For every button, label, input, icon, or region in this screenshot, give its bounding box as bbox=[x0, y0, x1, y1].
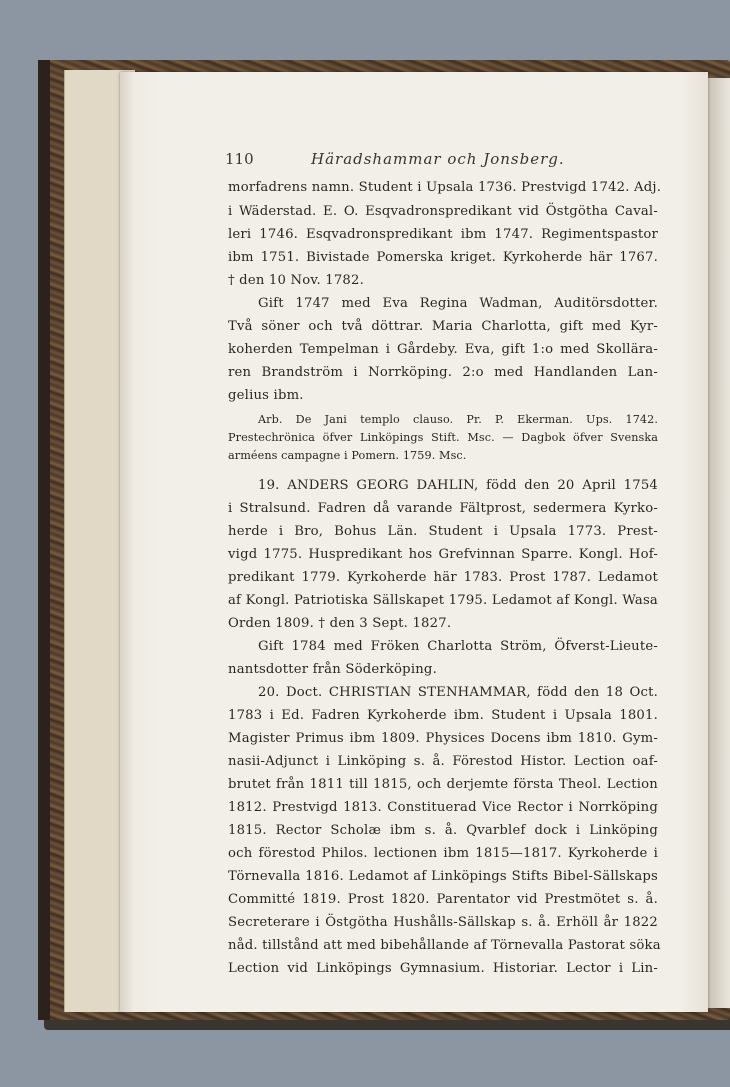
text-line: koherden Tempelman i Gårdeby. Eva, gift 1:o med Skollära- bbox=[228, 342, 658, 357]
text-line: 20. Doct. CHRISTIAN STENHAMMAR, född den 18 Oct. bbox=[258, 685, 658, 700]
text-line: brutet från 1811 till 1815, och derjemte första Theol. Lection bbox=[228, 777, 658, 792]
text-line: herde i Bro, Bohus Län. Student i Upsala 1773. Prest- bbox=[228, 524, 658, 539]
text-line: Törnevalla 1816. Ledamot af Linköpings Stifts Bibel-Sällskaps bbox=[228, 869, 658, 884]
text-line: Magister Primus ibm 1809. Physices Docens ibm 1810. Gym- bbox=[228, 731, 658, 746]
text-line: i Stralsund. Fadren då varande Fältprost, sedermera Kyrko- bbox=[228, 501, 658, 516]
text-line: Secreterare i Östgötha Hushålls-Sällskap s. å. Erhöll år 1822 bbox=[228, 915, 658, 930]
text-line: † den 10 Nov. 1782. bbox=[228, 273, 364, 288]
text-line: 19. ANDERS GEORG DAHLIN, född den 20 April 1754 bbox=[258, 478, 658, 493]
text-line: Gift 1784 med Fröken Charlotta Ström, Öfverst-Lieute- bbox=[258, 639, 658, 654]
text-line: morfadrens namn. Student i Upsala 1736. Prestvigd 1742. Adj. bbox=[228, 180, 662, 195]
text-line: ren Brandström i Norrköping. 2:o med Handlanden Lan- bbox=[228, 365, 658, 380]
text-line: gelius ibm. bbox=[228, 388, 304, 403]
facing-page-edge bbox=[708, 78, 730, 1008]
running-title: Häradshammar och Jonsberg. bbox=[311, 150, 565, 168]
text-line: i Wäderstad. E. O. Esqvadronspredikant vid Östgötha Caval- bbox=[228, 204, 658, 219]
text-line: Committé 1819. Prost 1820. Parentator vid Prestmötet s. å. bbox=[228, 892, 658, 907]
text-line: nåd. tillstånd att med bibehållande af Törnevalla Pastorat söka bbox=[228, 938, 661, 953]
text-line: 1815. Rector Scholæ ibm s. å. Qvarblef dock i Linköping bbox=[228, 823, 658, 838]
text-line: predikant 1779. Kyrkoherde här 1783. Prost 1787. Ledamot bbox=[228, 570, 658, 585]
text-line: nantsdotter från Söderköping. bbox=[228, 662, 437, 677]
text-line: Orden 1809. † den 3 Sept. 1827. bbox=[228, 616, 452, 631]
book-spine bbox=[38, 60, 50, 1020]
text-line: Prestechrönica öfver Linköpings Stift. Msc. — Dagbok öfver Svenska bbox=[228, 431, 658, 444]
text-line: vigd 1775. Huspredikant hos Grefvinnan Sparre. Kongl. Hof- bbox=[228, 547, 658, 562]
text-line: Två söner och två döttrar. Maria Charlotta, gift med Kyr- bbox=[228, 319, 658, 334]
text-line: 1812. Prestvigd 1813. Constituerad Vice Rector i Norrköping bbox=[228, 800, 658, 815]
text-line: arméens campagne i Pomern. 1759. Msc. bbox=[228, 449, 467, 462]
text-line: af Kongl. Patriotiska Sällskapet 1795. Ledamot af Kongl. Wasa bbox=[228, 593, 658, 608]
page-number: 110 bbox=[225, 150, 254, 168]
text-line: 1783 i Ed. Fadren Kyrkoherde ibm. Student i Upsala 1801. bbox=[228, 708, 658, 723]
text-line: Lection vid Linköpings Gymnasium. Historiar. Lector i Lin- bbox=[228, 961, 658, 976]
text-line: och förestod Philos. lectionen ibm 1815—1817. Kyrkoherde i bbox=[228, 846, 658, 861]
page-header bbox=[225, 150, 665, 174]
text-line: leri 1746. Esqvadronspredikant ibm 1747. Regimentspastor bbox=[228, 227, 658, 242]
text-line: Arb. De Jani templo clauso. Pr. P. Ekerman. Ups. 1742. bbox=[258, 413, 658, 426]
text-line: nasii-Adjunct i Linköping s. å. Förestod Histor. Lection oaf- bbox=[228, 754, 658, 769]
text-line: ibm 1751. Bivistade Pomerska kriget. Kyrkoherde här 1767. bbox=[228, 250, 658, 265]
text-line: Gift 1747 med Eva Regina Wadman, Auditörsdotter. bbox=[258, 296, 658, 311]
